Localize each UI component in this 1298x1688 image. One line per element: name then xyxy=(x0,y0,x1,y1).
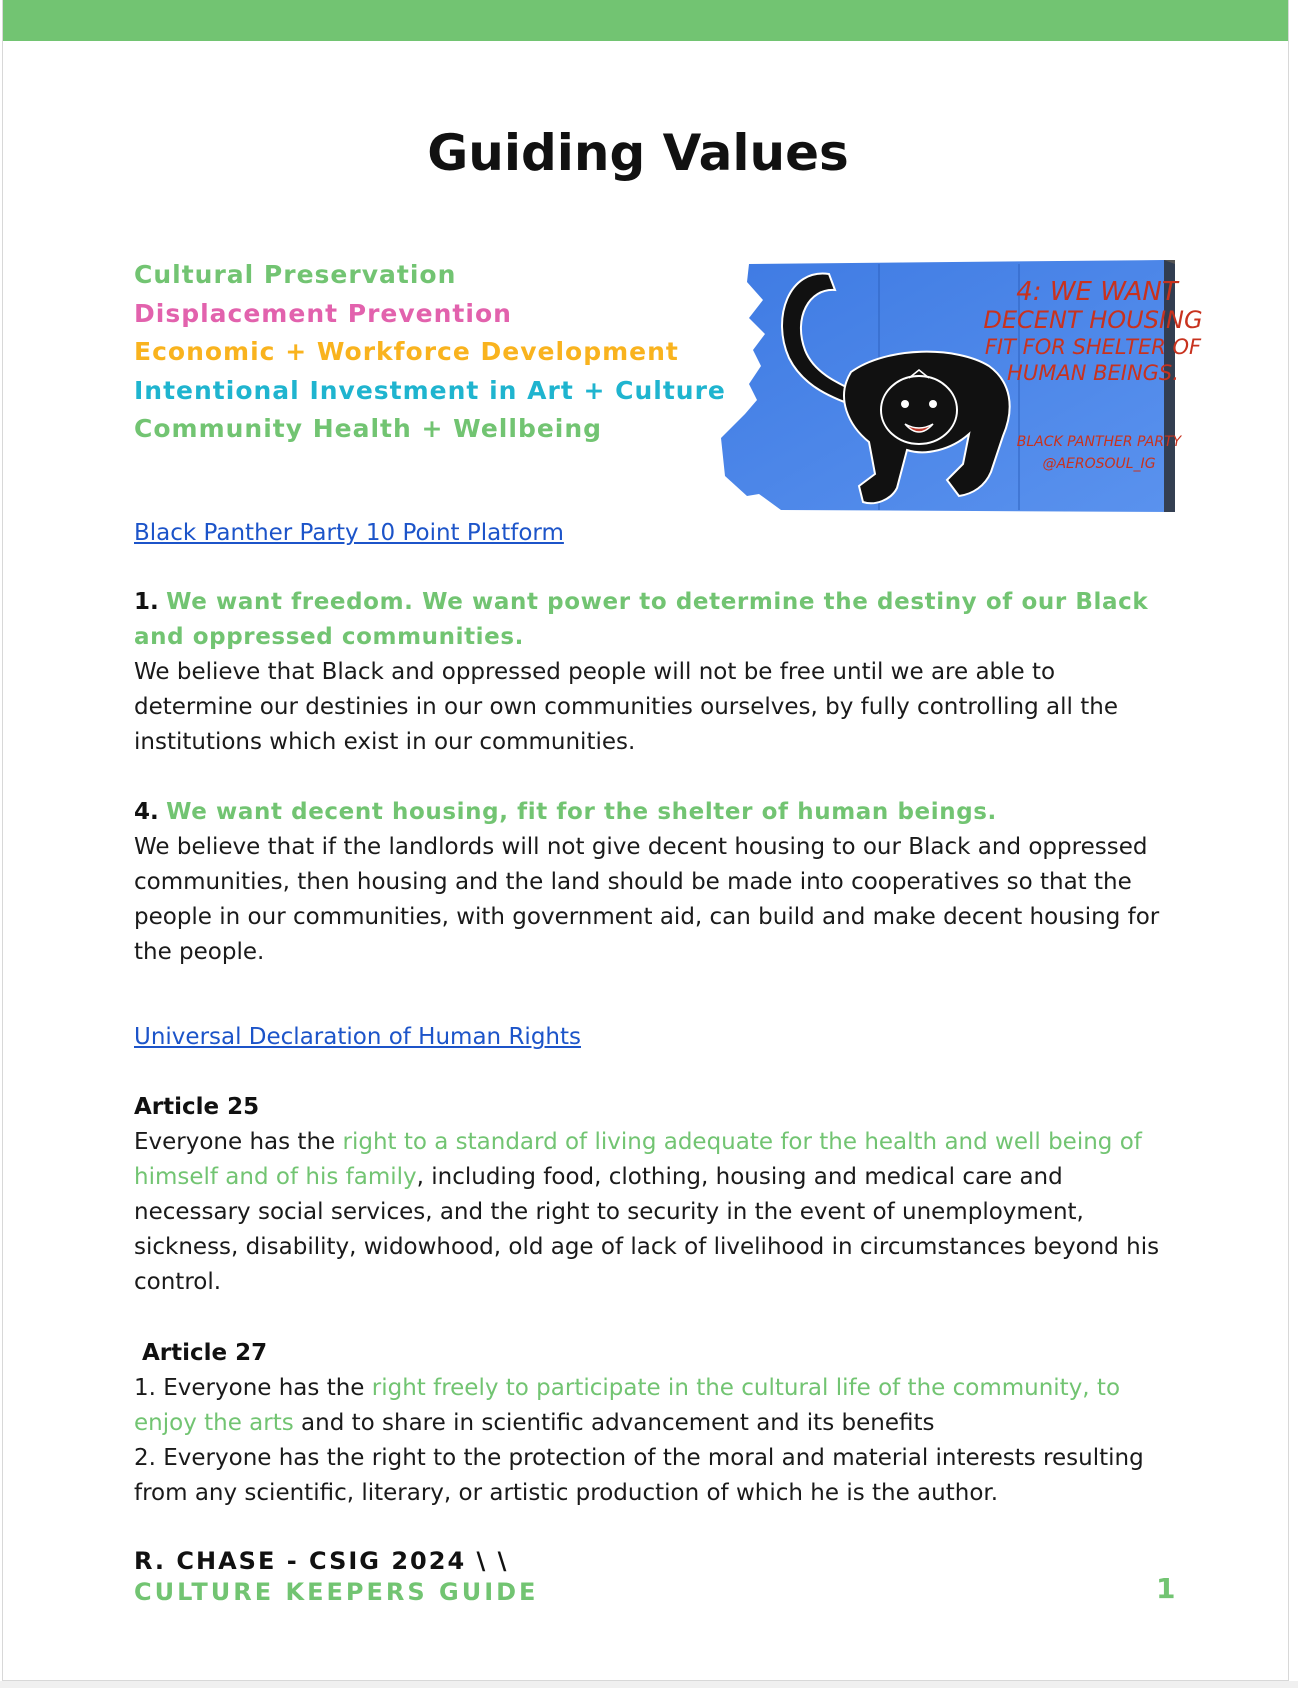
article-27-point-2: 2. Everyone has the right to the protection of the moral and material interests resulting from any scientific, literary, or artistic production of which he is the author. xyxy=(134,1445,1144,1506)
value-art-culture-investment: Intentional Investment in Art + Culture xyxy=(134,375,726,405)
page-bottom-edge xyxy=(0,1681,1298,1688)
footer-author: R. CHASE - CSIG 2024 \ \ xyxy=(134,1547,509,1575)
article-27-title: Article 27 xyxy=(142,1340,268,1366)
guiding-values-list xyxy=(134,256,726,449)
document-page xyxy=(2,0,1289,1681)
article-27 xyxy=(134,1336,1179,1511)
point-4-heading: We want decent housing, fit for the shelter of human beings. xyxy=(166,799,997,825)
value-displacement-prevention: Displacement Prevention xyxy=(134,298,512,328)
page-number: 1 xyxy=(1156,1572,1176,1605)
article-27-point-1-post: and to share in scientific advancement and its benefits xyxy=(293,1410,935,1436)
mural-text-line-2: DECENT HOUSING xyxy=(983,306,1203,334)
black-panther-platform-link[interactable]: Black Panther Party 10 Point Platform xyxy=(134,520,564,546)
udhr-link[interactable]: Universal Declaration of Human Rights xyxy=(134,1024,581,1050)
point-1-number: 1. xyxy=(134,589,159,615)
mural-credit-bpp: BLACK PANTHER PARTY xyxy=(1016,434,1182,450)
value-economic-workforce: Economic + Workforce Development xyxy=(134,337,679,366)
point-1-body: We believe that Black and oppressed people will not be free until we are able to determine our destinies in our own communities ourselves, by fully controlling all the institutions which exist in our communities. xyxy=(134,659,1118,755)
mural-text-line-3: FIT FOR SHELTER OF xyxy=(984,335,1202,359)
mural-credit-artist: @AEROSOUL_IG xyxy=(1042,456,1156,472)
point-4-body: We believe that if the landlords will not give decent housing to our Black and oppressed communities, then housing and the land should be made into cooperatives so that the people in our communities, with government aid, can build and make decent housing for the people. xyxy=(134,834,1160,965)
point-1-heading: We want freedom. We want power to determine the destiny of our Black and oppressed communities. xyxy=(134,589,1149,650)
bpp-point-1 xyxy=(134,585,1179,760)
bpp-point-4 xyxy=(134,795,1179,970)
value-community-health: Community Health + Wellbeing xyxy=(134,414,603,443)
black-panther-mural-image xyxy=(719,258,1203,512)
value-cultural-preservation: Cultural Preservation xyxy=(134,260,457,289)
mural-text-line-4: HUMAN BEINGS. xyxy=(1007,361,1179,385)
article-25-text-post: , including food, clothing, housing and medical care and necessary social services, and the right to security in the event of unemployment, sickness, disability, widowhood, old age of lack of livelihood in circumstances beyond his control. xyxy=(134,1164,1160,1295)
header-color-bar xyxy=(3,0,1288,41)
mural-text-line-1: 4: WE WANT xyxy=(1016,277,1178,307)
article-25-text-pre: Everyone has the xyxy=(134,1129,343,1155)
point-4-number: 4. xyxy=(134,799,159,825)
footer-guide-name: CULTURE KEEPERS GUIDE xyxy=(134,1578,539,1606)
article-25-title: Article 25 xyxy=(134,1094,260,1120)
article-27-highlight: right freely to participate in the cultural life of the community, to enjoy the arts xyxy=(134,1375,1121,1436)
article-25 xyxy=(134,1090,1179,1300)
article-25-highlight: right to a standard of living adequate for the health and well being of himself and of his family xyxy=(134,1129,1142,1190)
page-title: Guiding Values xyxy=(427,124,849,182)
article-27-point-1-pre: 1. Everyone has the xyxy=(134,1375,372,1401)
